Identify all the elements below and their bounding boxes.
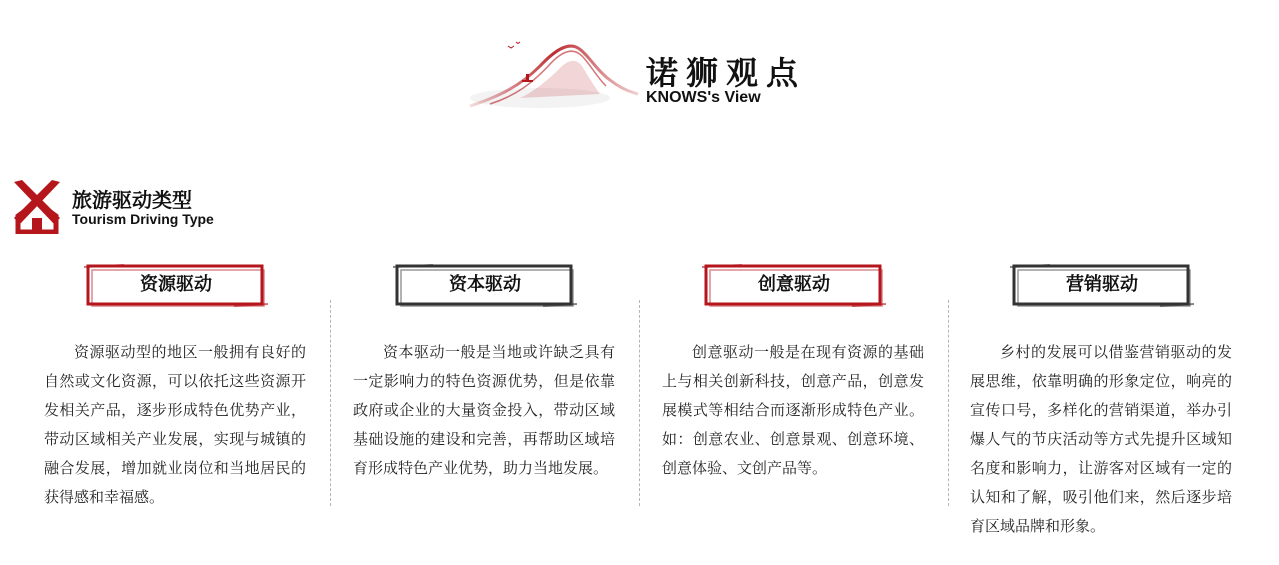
- driver-card-creative: [662, 262, 932, 552]
- section-heading: [10, 178, 270, 238]
- page-header: [460, 36, 820, 120]
- card-title-frame: [1010, 262, 1194, 308]
- card-description: 创意驱动一般是在现有资源的基础上与相关创新科技，创意产品，创意发展模式等相结合而逐渐形成特色产业。如：创意农业、创意景观、创意环境、创意体验、文创产品等。: [662, 343, 924, 477]
- driver-card-marketing: [970, 262, 1240, 552]
- card-title: 资本驱动: [449, 274, 521, 295]
- mountain-logo-icon: [460, 36, 640, 116]
- driver-card-resource: [44, 262, 314, 552]
- section-subtitle: Tourism Driving Type: [72, 211, 214, 227]
- windmill-icon: [10, 178, 64, 234]
- driver-card-capital: [353, 262, 623, 552]
- section-title: 旅游驱动类型: [72, 188, 192, 212]
- page-title: 诺狮观点: [646, 54, 807, 92]
- card-title-frame: [84, 262, 268, 308]
- card-title: 营销驱动: [1066, 274, 1138, 295]
- column-divider: [330, 300, 331, 506]
- card-description: 资源驱动型的地区一般拥有良好的自然或文化资源，可以依托这些资源开发相关产品，逐步形成特色优势产业，带动区域相关产业发展，实现与城镇的融合发展，增加就业岗位和当地居民的获得感和幸福感。: [44, 343, 306, 506]
- card-description: 乡村的发展可以借鉴营销驱动的发展思维，依靠明确的形象定位，响亮的宣传口号，多样化的营销渠道，举办引爆人气的节庆活动等方式先提升区域知名度和影响力，让游客对区域有一定的认知和了解，吸引他们来，然后逐步培育区域品牌和形象。: [970, 343, 1232, 535]
- column-divider: [948, 300, 949, 506]
- page-subtitle: KNOWS's View: [646, 89, 761, 106]
- card-description: 资本驱动一般是当地或许缺乏具有一定影响力的特色资源优势，但是依靠政府或企业的大量资金投入，带动区域基础设施的建设和完善，再帮助区域培育形成特色产业优势，助力当地发展。: [353, 343, 615, 477]
- card-title: 资源驱动: [140, 274, 212, 295]
- card-title-frame: [393, 262, 577, 308]
- card-title-frame: [702, 262, 886, 308]
- card-title: 创意驱动: [758, 274, 830, 295]
- column-divider: [639, 300, 640, 506]
